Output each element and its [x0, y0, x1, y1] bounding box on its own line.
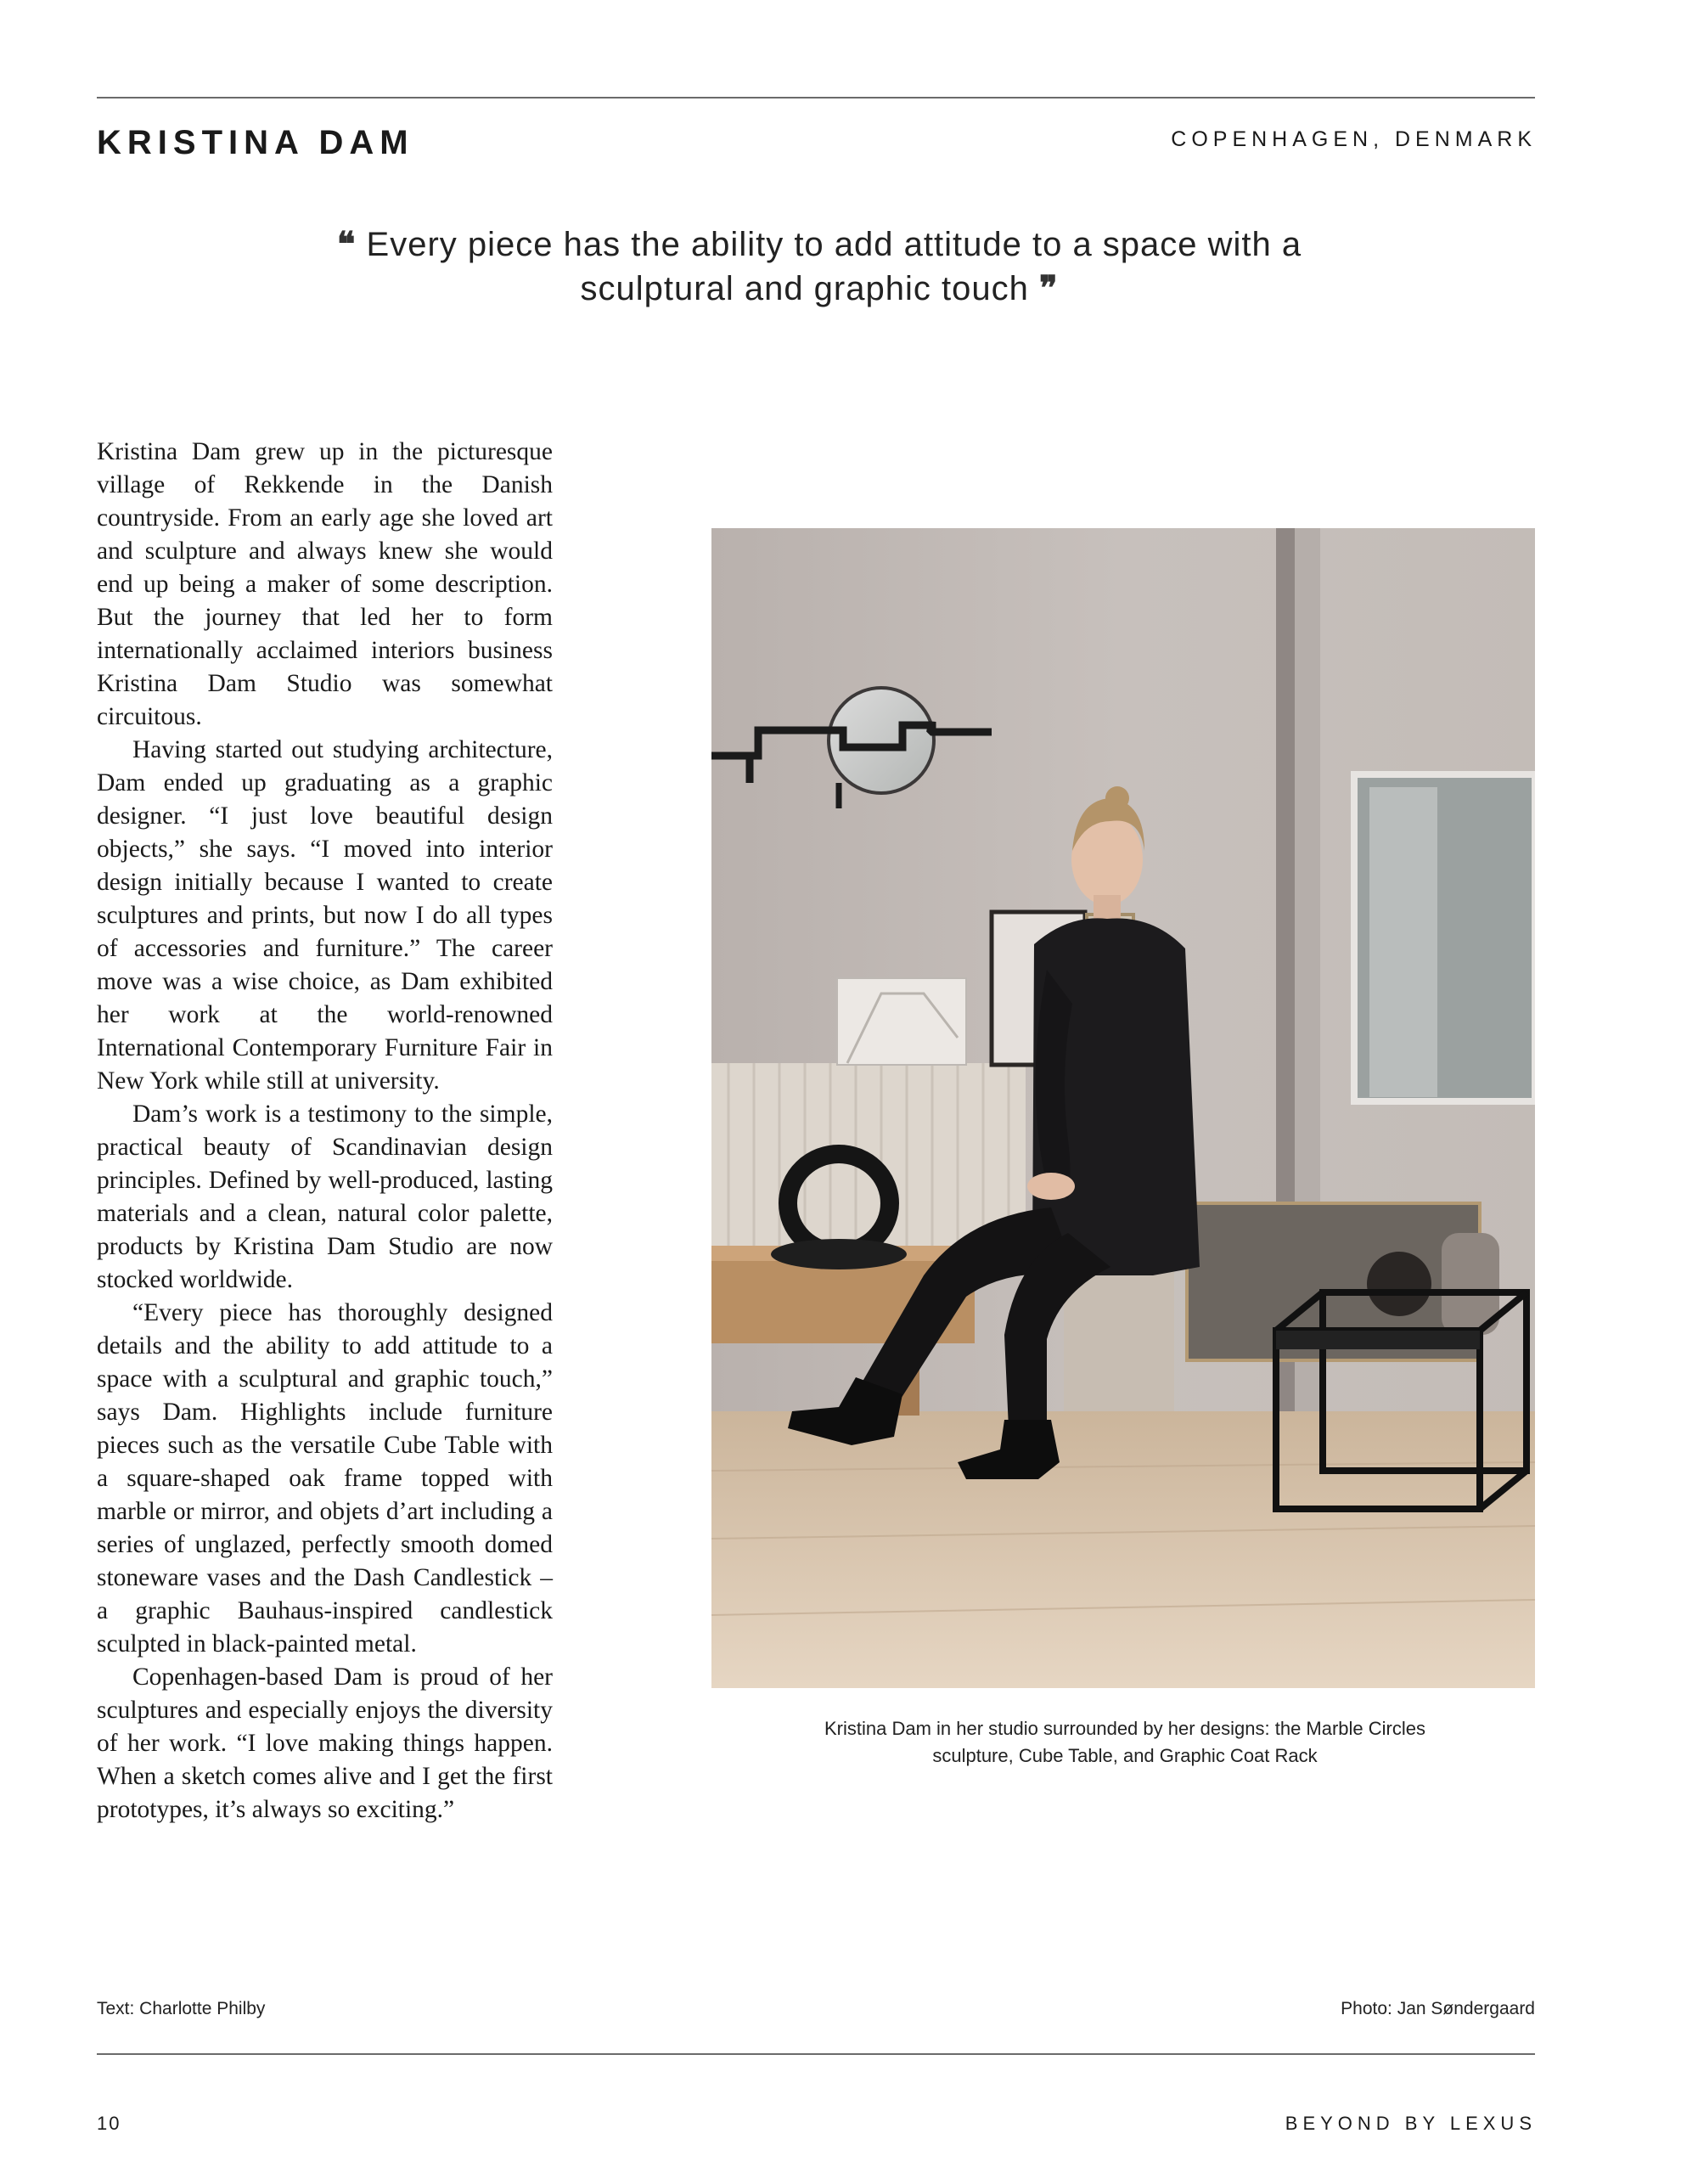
close-quote-mark: ❞ [1038, 270, 1059, 307]
article-body [97, 436, 553, 1827]
caption-line-1: Kristina Dam in her studio surrounded by her designs: the Marble Circles [824, 1718, 1425, 1739]
pull-quote-line-2: sculptural and graphic touch [580, 270, 1029, 307]
pull-quote [255, 222, 1384, 311]
text-credit: Text: Charlotte Philby [97, 1999, 266, 2018]
article-paragraph: Kristina Dam grew up in the picturesque village of Rekkende in the Danish countryside. From an early age she loved art and sculpture and always knew she would end up being a maker of some description. But the journey that led her to form internationally acclaimed interiors business Kristina Dam Studio was somewhat circuitous. [97, 438, 553, 730]
article-paragraph: Dam’s work is a testimony to the simple, practical beauty of Scandinavian design principles. Defined by well-produced, lasting materials and a clean, natural color palette, products by Kristina Dam Studio are now stocked worldwide. [97, 1100, 553, 1293]
page-number: 10 [97, 2113, 121, 2134]
location-label: COPENHAGEN, DENMARK [1171, 127, 1537, 151]
open-quote-mark: ❝ [336, 226, 357, 263]
photo-caption [747, 1715, 1503, 1770]
article-paragraph: “Every piece has thoroughly designed details and the ability to add attitude to a space with a sculptural and graphic touch,” says Dam. Highlights include furniture pieces such as the versatile Cube Table with a square-shaped oak frame topped with marble or mirror, and objets d’art including a series of unglazed, perfectly smooth domed stoneware vases and the Dash Candlestick – a graphic Bauhaus-inspired candlestick sculpted in black-painted metal. [97, 1299, 553, 1658]
photo-credit: Photo: Jan Søndergaard [1341, 1999, 1535, 2018]
studio-photo [711, 528, 1535, 1688]
article-title: KRISTINA DAM [97, 124, 414, 161]
top-rule [97, 97, 1535, 99]
magazine-name: BEYOND BY LEXUS [1285, 2113, 1537, 2134]
caption-line-2: sculpture, Cube Table, and Graphic Coat Rack [932, 1745, 1318, 1766]
bottom-rule [97, 2053, 1535, 2055]
article-paragraph: Copenhagen-based Dam is proud of her sculptures and especially enjoys the diversity of her work. “I love making things happen. When a sketch comes alive and I get the first prototypes, it’s always so exciting.” [97, 1663, 553, 1823]
article-paragraph: Having started out studying architecture, Dam ended up graduating as a graphic designer. “I just love beautiful design objects,” she says. “I moved into interior design initially because I wanted to create sculptures and prints, but now I do all types of accessories and furniture.” The career move was a wise choice, as Dam exhibited her work at the world-renowned International Contemporary Furniture Fair in New York while still at university. [97, 736, 553, 1095]
pull-quote-line-1: Every piece has the ability to add attitude to a space with a [366, 226, 1302, 263]
